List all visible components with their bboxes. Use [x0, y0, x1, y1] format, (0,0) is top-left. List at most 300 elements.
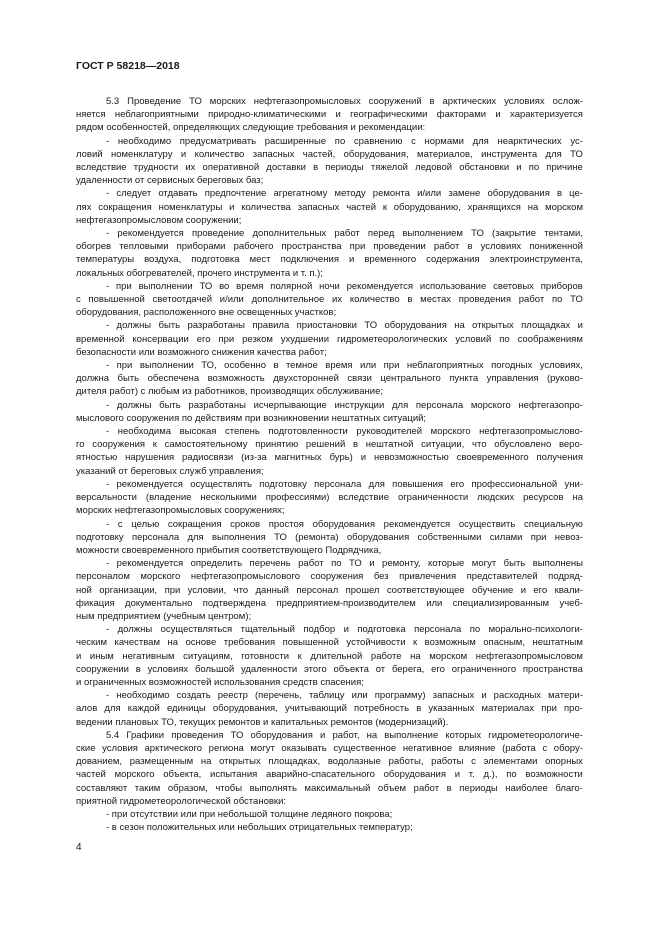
- word: выполнение: [384, 729, 439, 741]
- word: данный: [255, 584, 289, 596]
- word: (из-за: [241, 452, 267, 464]
- word: таблицу: [308, 690, 345, 702]
- word: удаленности: [240, 663, 298, 675]
- word: на: [454, 320, 465, 332]
- word: морально-психологи-: [488, 624, 583, 636]
- text-line: можности своевременного прибытия соответствующего Подрядчика,: [76, 544, 382, 556]
- word: нарушения: [125, 452, 175, 464]
- word: ТО: [230, 729, 244, 741]
- word: оборудованию,: [393, 201, 461, 213]
- word: единицы: [166, 703, 206, 715]
- word: опасным,: [483, 637, 525, 649]
- word: простоя: [268, 518, 304, 530]
- word: ситуации,: [421, 439, 465, 451]
- word: ТО: [471, 228, 484, 240]
- word: вследствие: [76, 162, 127, 174]
- word: нефтегазопромысловых: [253, 96, 361, 107]
- word: морского: [430, 426, 471, 438]
- word: негативным: [122, 650, 175, 662]
- word: региона: [208, 742, 244, 754]
- text-line: нефтегазопромысловом сооружении;: [76, 214, 242, 226]
- word: радиосвязи: [182, 452, 234, 464]
- word: ские: [76, 742, 96, 754]
- word: могут: [250, 742, 275, 754]
- word: пространства: [281, 241, 342, 253]
- word: его: [431, 663, 445, 675]
- word: условии,: [187, 584, 227, 596]
- word: к: [382, 201, 387, 213]
- word: при: [541, 703, 557, 715]
- word: подбор: [303, 624, 336, 636]
- word: работ,: [332, 729, 360, 741]
- text-line: [76, 768, 583, 781]
- word: сравнению: [353, 135, 403, 147]
- word: (работа: [502, 742, 536, 754]
- word: пространства: [522, 663, 583, 675]
- word: ледовой: [415, 162, 453, 174]
- text-line: указаний от береговых служб управления;: [76, 465, 264, 477]
- word: которых: [445, 729, 482, 741]
- word: условиях: [504, 96, 545, 107]
- word: двухсторонней: [273, 373, 339, 385]
- text-line: мыслового сооружения по действиям при возникновении нештатных ситуаций;: [76, 412, 427, 424]
- text-line: дителя работ) с любым из работников, производящих обслуживание;: [76, 386, 384, 398]
- text-line: рядом особенностей, определяющих следующие требования и рекомендации:: [76, 122, 426, 134]
- word: необходимо: [117, 135, 172, 147]
- word: инструмента: [481, 148, 538, 160]
- word: оборудования: [250, 729, 313, 741]
- text-line: [76, 755, 583, 768]
- word: каждой: [127, 703, 160, 715]
- word: хранящихся: [467, 201, 521, 213]
- word: организации,: [99, 584, 158, 596]
- text-line: приятной гидрометеорологической обстановки:: [76, 795, 287, 807]
- word: ограниченного: [451, 663, 517, 675]
- word: морского: [470, 399, 511, 411]
- word: выполнения: [211, 531, 266, 543]
- word: условиях: [147, 663, 189, 675]
- word: приостановки: [296, 320, 357, 332]
- word: и: [320, 729, 326, 741]
- word: правила: [252, 320, 290, 332]
- word: матери-: [548, 690, 583, 702]
- word: к: [152, 439, 157, 451]
- word: перечень: [249, 558, 291, 570]
- word: и: [481, 690, 487, 702]
- word: лях: [76, 201, 92, 213]
- word: его: [450, 478, 465, 490]
- word: выполнении: [139, 360, 194, 372]
- word: площадках: [521, 320, 571, 332]
- word: или: [351, 690, 368, 702]
- word: представителей: [466, 571, 538, 583]
- word: сокращения: [98, 201, 152, 213]
- word: запасных: [432, 690, 475, 702]
- document-body-text: [76, 95, 583, 834]
- word: перед: [367, 228, 395, 240]
- word: -: [106, 518, 110, 530]
- word: и: [495, 109, 501, 121]
- word: и/или: [417, 188, 442, 200]
- word: с: [471, 756, 476, 768]
- word: аварийно-спасательного: [266, 769, 375, 781]
- word: сроков: [230, 518, 261, 530]
- word: оперативной: [202, 162, 260, 174]
- word: при: [218, 333, 235, 345]
- text-line: удаленности от сервисных береговых баз;: [76, 175, 264, 187]
- word: в: [429, 96, 435, 107]
- word: определить: [190, 558, 243, 570]
- word: (ремонта): [295, 531, 339, 543]
- word: нештатной: [365, 439, 414, 451]
- word: сооружении: [76, 663, 129, 675]
- word: алов: [76, 703, 98, 715]
- word: профессиями): [265, 492, 330, 504]
- text-line: [76, 161, 583, 174]
- word: в: [135, 663, 141, 675]
- word: и: [516, 162, 522, 174]
- word: работ: [298, 558, 324, 570]
- word: подряд-: [548, 571, 583, 583]
- word: сооружения: [310, 571, 364, 583]
- word: инструкции: [334, 399, 385, 411]
- word: пункта: [449, 373, 479, 385]
- word: существенное: [333, 742, 397, 754]
- word: предпочтение: [204, 188, 267, 200]
- word: тяжелой: [370, 162, 408, 174]
- text-line: [76, 333, 583, 346]
- word: 5.4: [106, 729, 120, 741]
- word: го: [76, 439, 85, 451]
- word: открытых: [472, 320, 514, 332]
- word: характеризуется: [510, 109, 583, 121]
- word: приборов: [540, 280, 583, 292]
- word: периоды: [325, 162, 364, 174]
- word: арктического: [144, 742, 203, 754]
- text-line: [76, 319, 583, 332]
- word: Проведение: [127, 96, 182, 107]
- word: максимальный: [304, 782, 371, 794]
- word: периоды: [459, 782, 498, 794]
- word: проведения: [171, 729, 224, 741]
- text-line: [76, 689, 583, 702]
- word: квали-: [554, 584, 583, 596]
- word: для: [545, 148, 562, 160]
- word: элементами: [483, 756, 538, 768]
- text-line: [76, 584, 583, 597]
- word: его: [196, 333, 211, 345]
- word: -: [106, 426, 110, 438]
- word: рекомендуется: [383, 518, 451, 530]
- word: от: [375, 663, 386, 675]
- word: при: [530, 531, 547, 543]
- word: повышения: [392, 478, 444, 490]
- word: подготовку: [76, 531, 124, 543]
- word: получения: [536, 452, 583, 464]
- word: количество: [349, 294, 400, 306]
- word: персоналом: [76, 571, 130, 583]
- word: подключения: [280, 254, 339, 266]
- word: по: [551, 294, 563, 306]
- word: и: [454, 769, 461, 781]
- word: т.: [468, 769, 475, 781]
- word: методу: [334, 188, 366, 200]
- word: -: [106, 280, 110, 292]
- word: использование: [419, 280, 487, 292]
- word: работ: [413, 782, 440, 794]
- text-line: [76, 702, 583, 715]
- word: возможности: [525, 769, 583, 781]
- word: неарктических: [497, 135, 562, 147]
- word: сооружений: [368, 96, 422, 107]
- word: морского: [140, 571, 181, 583]
- word: силами: [489, 531, 523, 543]
- word: работе: [370, 650, 402, 662]
- word: бурь): [329, 452, 353, 464]
- word: что: [472, 439, 487, 451]
- word: оборудования,: [212, 703, 278, 715]
- word: расходных: [493, 690, 542, 702]
- word: берега,: [391, 663, 425, 675]
- word: условий: [455, 333, 492, 345]
- word: с: [76, 294, 81, 306]
- word: готовности: [241, 650, 290, 662]
- word: чтобы: [215, 782, 243, 794]
- word: объем: [377, 782, 407, 794]
- text-line: и ограниченных возможностей использования средств спасения;: [76, 676, 364, 688]
- word: указанных: [428, 703, 475, 715]
- word: причине: [546, 162, 583, 174]
- word: дополнительное: [251, 294, 325, 306]
- word: специальную: [524, 518, 583, 530]
- word: степень: [224, 426, 260, 438]
- text-line: - при отсутствии или при небольшой толщине ледяного покрова;: [106, 808, 393, 820]
- word: возможность: [207, 373, 265, 385]
- word: д.),: [483, 769, 498, 781]
- word: оборудования: [312, 518, 375, 530]
- word: выполнением: [402, 228, 463, 240]
- word: на: [167, 637, 178, 649]
- word: ситуациям,: [183, 650, 233, 662]
- word: ловий: [76, 148, 103, 160]
- word: разработаны: [188, 399, 246, 411]
- word: содержания: [426, 254, 480, 266]
- word: персонала: [131, 531, 180, 543]
- word: или: [426, 597, 443, 609]
- text-line: [76, 438, 583, 451]
- word: фикация: [76, 597, 115, 609]
- word: обору-: [553, 742, 583, 754]
- word: дополнительных: [252, 228, 327, 240]
- text-line: [76, 782, 583, 795]
- word: проведении: [373, 241, 426, 253]
- text-line: [76, 557, 583, 570]
- word: морского: [114, 769, 155, 781]
- word: испытания: [210, 769, 258, 781]
- word: площадках,: [268, 756, 321, 768]
- word: невозможностью: [373, 452, 449, 464]
- word: ТО: [570, 294, 583, 306]
- word: создать: [176, 690, 211, 702]
- word: ремонту,: [382, 558, 421, 570]
- word: географическими: [350, 109, 428, 121]
- word: обогрев: [76, 241, 112, 253]
- word: условиях: [480, 241, 522, 253]
- word: нештатным: [532, 637, 583, 649]
- word: учеб-: [559, 597, 583, 609]
- word: ремонта: [372, 188, 410, 200]
- word: частей: [346, 201, 377, 213]
- word: следует: [116, 188, 152, 200]
- word: временного: [364, 254, 417, 266]
- word: местах: [420, 294, 451, 306]
- word: запасных: [297, 201, 340, 213]
- word: необходимо: [116, 690, 170, 702]
- word: по: [528, 162, 540, 174]
- word: обстановки: [459, 162, 510, 174]
- word: по: [334, 135, 346, 147]
- word: (владение: [145, 492, 192, 504]
- text-line: [76, 518, 583, 531]
- word: персонала: [414, 624, 462, 636]
- word: осуществлять: [190, 478, 252, 490]
- word: этого: [304, 663, 327, 675]
- word: осуществляться: [160, 624, 233, 636]
- word: или: [360, 360, 377, 372]
- word: ТО: [199, 280, 213, 292]
- word: магнитных: [274, 452, 322, 464]
- word: документально: [125, 597, 193, 609]
- word: трудности: [133, 162, 179, 174]
- word: обучение: [472, 584, 514, 596]
- word: количество: [194, 148, 245, 160]
- word: в: [467, 241, 473, 253]
- word: образом,: [167, 782, 208, 794]
- text-line: [76, 729, 583, 742]
- word: доставки: [266, 162, 306, 174]
- word: номенклатуру: [110, 148, 173, 160]
- text-line: [76, 187, 583, 200]
- word: при: [116, 280, 132, 292]
- word: ТО: [348, 558, 362, 570]
- word: погодных: [491, 360, 533, 372]
- word: рекомендуется: [116, 558, 184, 570]
- word: частей: [76, 769, 106, 781]
- word: и: [335, 109, 341, 121]
- word: версальности: [76, 492, 137, 504]
- word: оборудования: [487, 188, 550, 200]
- word: опорных: [545, 756, 583, 768]
- text-line: [76, 253, 583, 266]
- word: быть: [158, 320, 181, 332]
- word: работ: [433, 241, 460, 253]
- word: время: [236, 280, 264, 292]
- word: тепловыми: [119, 241, 169, 253]
- text-line: [76, 531, 583, 544]
- word: про-: [564, 703, 583, 715]
- word: с: [117, 518, 123, 530]
- word: что: [233, 584, 249, 596]
- word: -: [106, 690, 110, 702]
- word: морском: [545, 201, 583, 213]
- word: ной: [76, 584, 92, 596]
- word: устойчивости: [346, 637, 406, 649]
- word: открытых: [219, 756, 261, 768]
- text-line: [76, 597, 583, 610]
- word: в: [446, 782, 452, 794]
- word: ночи: [319, 280, 340, 292]
- word: к: [413, 637, 418, 649]
- word: решений: [305, 439, 346, 451]
- word: морском: [429, 650, 468, 662]
- word: частей,: [302, 148, 336, 160]
- text-line: [76, 650, 583, 663]
- word: (перечень,: [254, 690, 302, 702]
- word: персонала: [314, 478, 362, 490]
- word: специализированным: [452, 597, 550, 609]
- word: работ: [334, 228, 360, 240]
- word: быть: [117, 373, 140, 385]
- word: подтверждена: [202, 597, 267, 609]
- word: проведение: [191, 228, 245, 240]
- word: размещенным: [129, 756, 194, 768]
- text-line: [76, 359, 583, 372]
- word: потребность: [354, 703, 410, 715]
- word: -: [106, 320, 110, 332]
- word: в: [416, 703, 422, 715]
- text-line: [76, 425, 583, 438]
- word: -: [106, 135, 110, 147]
- word: управления: [486, 373, 539, 385]
- word: оказывать: [281, 742, 327, 754]
- word: обусловлено: [494, 439, 552, 451]
- word: привлечения: [399, 571, 457, 583]
- word: световых: [493, 280, 534, 292]
- word: временной: [76, 333, 125, 345]
- word: рабочего: [233, 241, 274, 253]
- word: работы,: [388, 756, 424, 768]
- word: рекомендуется: [116, 478, 183, 490]
- word: прошел: [345, 584, 380, 596]
- word: должна: [76, 373, 110, 385]
- word: подготовленности: [268, 426, 348, 438]
- word: подготовку: [259, 478, 307, 490]
- word: и: [369, 558, 375, 570]
- word: и: [229, 201, 235, 213]
- word: сооружения: [92, 439, 146, 451]
- text-line: [76, 742, 583, 755]
- word: в: [273, 360, 279, 372]
- word: программу): [374, 690, 426, 702]
- word: резком: [242, 333, 273, 345]
- word: и: [180, 148, 187, 160]
- word: осуществить: [458, 518, 516, 530]
- word: в: [352, 439, 359, 451]
- text-line: [76, 280, 583, 293]
- word: могут: [471, 558, 497, 570]
- word: гидрометеорологиче-: [488, 729, 583, 741]
- word: для: [187, 531, 204, 543]
- word: в: [556, 188, 563, 200]
- text-line: [76, 623, 583, 636]
- word: выполнены: [532, 558, 583, 570]
- word: повышенной: [282, 637, 339, 649]
- word: неблагоприятных: [406, 360, 484, 372]
- word: в: [407, 294, 413, 306]
- word: -: [106, 558, 110, 570]
- text-line: [76, 148, 583, 161]
- word: без: [373, 571, 389, 583]
